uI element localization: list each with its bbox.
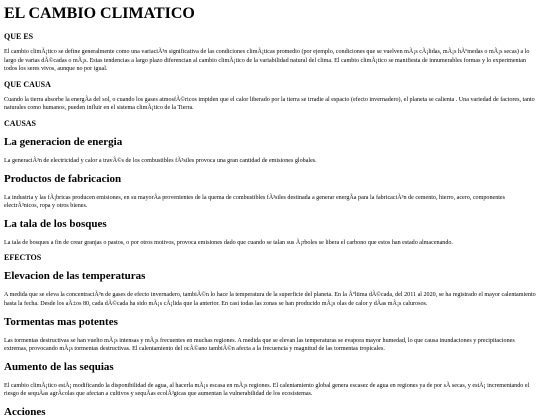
heading-acciones: Acciones [4,405,46,418]
heading-elevacion-temperaturas: Elevacion de las temperaturas [4,270,146,283]
heading-causas: CAUSAS [4,118,37,128]
paragraph-que-causa: Cuando la tierra absorbe la energÃa del sol, o cuando los gases atmosfÃ©ricos impiden que el calor liberado por la tierra se irradie al espacio (efecto invernadero), el planeta se calienta . Una variedad de factores, tanto naturales como humanos, pueden influir en el sistema climÃ¡tico de la Tierra. [4,96,535,112]
paragraph-productos-fabricacion: La industria y las fÃ¡bricas producen emisiones, en su mayorÃa provenientes de la quema de combustibles fÃ³siles destinada a generar energÃa para la fabricaciÃ³n de cemento, hierro, acero, componentes electrÃ³nicos, ropa y otros bienes. [4,194,506,210]
heading-generacion-energia: La generacion de energia [4,135,123,148]
page-title: EL CAMBIO CLIMATICO [4,5,195,22]
heading-tormentas: Tormentas mas potentes [4,315,118,328]
paragraph-generacion-energia: La generaciÃ³n de electricidad y calor a travÃ©s de los combustibles fÃ³siles provoca una gran cantidad de emisiones globales. [4,157,317,164]
heading-tala-bosques: La tala de los bosques [4,217,107,230]
paragraph-tala-bosques: La tala de bosques a fin de crear granjas o pastos, o por otros motivos, provoca emisiones dado que cuando se talan sus Ã¡rboles se libera el carbono que estos han estado almacenando. [4,239,453,246]
paragraph-tormentas: Las tormentas destructivas se han vuelto mÃ¡s intensas y mÃ¡s frecuentes en muchas regiones. A medida que se elevan las temperaturas se evapora mayor humedad, lo que causa inundaciones y precipitaciones extremas, provocando mÃ¡s tormentas destructivas. El calentamiento del ocÃ©ano tambiÃ©n afecta a la frecuencia y magnitud de las tormentas tropicales. [4,337,515,353]
paragraph-sequias: El cambio climÃ¡tico estÃ¡ modificando la disponibilidad de agua, al hacerla mÃ¡s escasa en mÃ¡s regiones. El calentamiento global genera escasez de agua en regiones ya de por sÃ secas, y estÃ¡ incrementando el riesgo de sequÃas agrÃcolas que afectan a cultivos y sequÃas ecolÃ³gicas que aumentan la vulnerabilidad de los ecosistemas. [4,382,530,398]
paragraph-que-es: El cambio climÃ¡tico se define generalmente como una variaciÃ³n significativa de las condiciones climÃ¡ticas promedio (por ejemplo, condiciones que se vuelven mÃ¡s cÃ¡lidas, mÃ¡s hÃºmedas o mÃ¡s secas) a lo largo de varias dÃ©cadas o mÃ¡s. Estas tendencias a largo plazo diferencian al cambio climÃ¡tico de la variabilidad natural del clima. El cambio climÃ¡tico se manifiesta de innumerables formas y lo experimentan todos los seres vivos, aunque no por igual. [4,49,530,73]
heading-que-es: QUE ES [4,32,34,41]
document-body [4,32,536,419]
heading-que-causa: QUE CAUSA [4,79,51,89]
heading-productos-fabricacion: Productos de fabricacion [4,172,122,185]
heading-efectos: EFECTOS [4,253,42,263]
paragraph-elevacion-temperaturas: A medida que se eleva la concentraciÃ³n de gases de efecto invernadero, tambiÃ©n lo hace la temperatura de la superficie del planeta. En la Ãºltima dÃ©cada, del 2011 al 2020, se ha registrado el mayor calentamiento hasta la fecha. Desde los aÃ±os 80, cada dÃ©cada ha sido mÃ¡s cÃ¡lida que la anterior. En casi todas las zonas se han producido mÃ¡s olas de calor y dÃas mÃ¡s calurosos. [4,292,536,307]
heading-sequias: Aumento de las sequias [4,360,114,373]
